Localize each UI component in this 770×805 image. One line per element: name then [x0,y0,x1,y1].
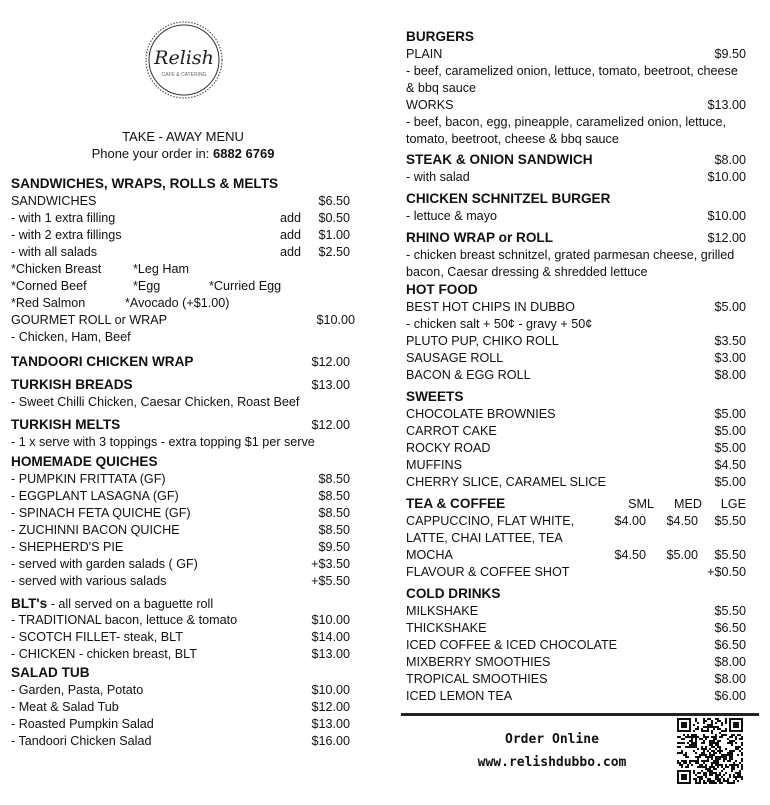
item-price: $5.50 [714,604,746,618]
section-hot-food-title: HOT FOOD [406,282,478,297]
section-rhino [406,229,746,247]
filling: *Corned Beef [11,279,87,293]
menu-row [406,423,746,440]
menu-row [11,646,355,663]
menu-row [11,539,355,556]
item-price: $9.50 [714,47,746,61]
menu-row [11,682,355,699]
item-name: THICKSHAKE [406,621,487,635]
price-med: $4.50 [666,514,698,528]
phone-label: Phone your order in: [91,146,210,161]
item-name: - SPINACH FETA QUICHE (GF) [11,506,191,520]
menu-row [11,629,355,646]
fillings-row [11,278,355,295]
phone-line [11,145,355,162]
section-title: TURKISH MELTS [11,417,121,432]
item-name: CHOCOLATE BROWNIES [406,407,556,421]
menu-row [406,654,746,671]
menu-row [11,505,355,522]
item-price: $1.00 [318,228,350,242]
item-name: LATTE, CHAI LATTEE, TEA [406,531,563,545]
item-name: BACON & EGG ROLL [406,368,531,382]
item-name: - Tandoori Chicken Salad [11,734,152,748]
filling: *Red Salmon [11,296,86,310]
menu-row [406,671,746,688]
menu-row [11,244,355,261]
item-price: $3.00 [714,351,746,365]
menu-row [406,169,746,186]
section-salad-title: SALAD TUB [11,665,90,680]
menu-row [406,513,746,530]
item-price: $9.50 [318,540,350,554]
right-column [406,28,746,705]
filling: *Curried Egg [209,279,282,293]
item-name: TROPICAL SMOOTHIES [406,672,548,686]
item-price: +$3.50 [311,557,350,571]
item-price: $8.00 [714,153,746,167]
section-title: STEAK & ONION SANDWICH [406,152,593,167]
menu-row [406,333,746,350]
item-name: CAPPUCCINO, FLAT WHITE, [406,514,575,528]
item-price: $6.50 [714,621,746,635]
filling: *Chicken Breast [11,262,102,276]
footer-divider [401,713,759,716]
menu-row [406,688,746,705]
section-cold-drinks-title: COLD DRINKS [406,586,501,601]
logo-badge [144,20,224,100]
item-price: $8.50 [318,506,350,520]
menu-row [11,471,355,488]
website-link[interactable]: www.relishdubbo.com [477,755,627,770]
price-med: $5.00 [666,548,698,562]
item-price: $6.50 [714,638,746,652]
section-steak [406,151,746,169]
qr-code-icon[interactable] [677,718,743,784]
item-name: FLAVOUR & COFFEE SHOT [406,565,570,579]
section-subtitle: - all served on a baguette roll [47,597,214,611]
menu-row [11,556,355,573]
price-sml: $4.50 [614,548,646,562]
item-price: $5.00 [714,441,746,455]
item-desc: - beef, bacon, egg, pineapple, caramelized onion, lettuce, tomato, beetroot, cheese & bbq sauce [406,115,726,146]
item-desc: - Sweet Chilli Chicken, Caesar Chicken, Roast Beef [11,395,300,409]
item-name: - TRADITIONAL bacon, lettuce & tomato [11,613,238,627]
filling: *Leg Ham [133,262,190,276]
menu-row [406,299,746,316]
section-title: TURKISH BREADS [11,377,133,392]
menu-row [406,530,746,547]
menu-row [11,488,355,505]
item-price: $13.00 [311,378,350,392]
logo-tagline: CAFE & CATERING [161,72,207,78]
section-blt-title [11,595,355,612]
item-add: add [279,228,301,242]
item-name: - EGGPLANT LASAGNA (GF) [11,489,179,503]
item-name: - Meat & Salad Tub [11,700,119,714]
item-price: $13.00 [311,647,350,661]
size-med: MED [674,497,702,511]
item-desc: - 1 x serve with 3 toppings - extra topping $1 per serve [11,435,315,449]
menu-row [406,406,746,423]
menu-row [406,350,746,367]
price-lge: $5.50 [714,548,746,562]
section-sandwiches-title: SANDWICHES, WRAPS, ROLLS & MELTS [11,176,279,191]
item-name: MILKSHAKE [406,604,479,618]
size-lge: LGE [720,497,746,511]
item-price: $10.00 [707,170,746,184]
item-price: +$0.50 [707,565,746,579]
item-name: - served with various salads [11,574,167,588]
item-name: WORKS [406,98,454,112]
item-price: $10.00 [316,313,355,327]
item-price: $3.50 [714,334,746,348]
item-price: $10.00 [707,209,746,223]
menu-row [11,522,355,539]
menu-row [11,612,355,629]
left-column [11,172,355,750]
filling: *Egg [133,279,161,293]
section-turkish-melts [11,416,355,434]
item-price: $8.50 [318,489,350,503]
item-price: $12.00 [707,231,746,245]
item-name: PLUTO PUP, CHIKO ROLL [406,334,559,348]
item-price: $8.50 [318,523,350,537]
item-name: - chicken salt + 50¢ - gravy + 50¢ [406,317,593,331]
item-name: - with salad [406,170,470,184]
item-price: $8.00 [714,655,746,669]
order-label: Order Online [505,732,599,747]
item-name: SANDWICHES [11,194,97,208]
menu-row [11,699,355,716]
item-name: - with 2 extra fillings [11,228,122,242]
item-name: ICED COFFEE & ICED CHOCOLATE [406,638,618,652]
section-title: BLT's [11,596,48,611]
item-price: $8.00 [714,672,746,686]
item-name: CHERRY SLICE, CARAMEL SLICE [406,475,606,489]
section-quiches-title: HOMEMADE QUICHES [11,454,158,469]
item-desc: - chicken breast schnitzel, grated parmesan cheese, grilled bacon, Caesar dressing & shredded lettuce [406,248,735,279]
item-price: $14.00 [311,630,350,644]
menu-row [406,316,746,333]
logo [144,20,224,100]
section-title: RHINO WRAP or ROLL [406,230,554,245]
menu-header [11,128,355,162]
menu-row [406,564,746,581]
item-add: add [279,211,301,225]
section-turkish-breads [11,376,355,394]
item-price: $4.50 [714,458,746,472]
menu-row [11,193,355,210]
menu-row [406,440,746,457]
section-sweets-title: SWEETS [406,389,464,404]
item-name: SAUSAGE ROLL [406,351,504,365]
phone-number[interactable]: 6882 6769 [212,146,275,161]
item-name: - CHICKEN - chicken breast, BLT [11,647,197,661]
menu-row [406,97,746,114]
item-price: $0.50 [318,211,350,225]
section-tea-coffee [406,495,746,513]
qr-code-graphic[interactable] [677,718,743,784]
item-name: - ZUCHINNI BACON QUICHE [11,523,180,537]
item-price: $8.50 [318,472,350,486]
order-online [462,728,642,774]
item-price: $5.00 [714,300,746,314]
item-price: $10.00 [311,613,350,627]
item-price: $12.00 [311,418,350,432]
item-name: - Roasted Pumpkin Salad [11,717,154,731]
section-tandoori [11,353,355,371]
item-name: - with all salads [11,245,98,259]
menu-row [406,474,746,491]
size-sml: SML [628,497,654,511]
item-price: $13.00 [707,98,746,112]
item-name: ICED LEMON TEA [406,689,513,703]
item-price: $2.50 [318,245,350,259]
section-title: TANDOORI CHICKEN WRAP [11,354,194,369]
item-name: - SCOTCH FILLET- steak, BLT [11,630,183,644]
item-name: PLAIN [406,47,443,61]
fillings-row [11,295,355,312]
item-price: $6.00 [714,689,746,703]
section-schnitzel-title: CHICKEN SCHNITZEL BURGER [406,191,611,206]
item-price: $8.00 [714,368,746,382]
price-sml: $4.00 [614,514,646,528]
item-desc: - beef, caramelized onion, lettuce, tomato, beetroot, cheese & bbq sauce [406,64,738,95]
item-name: - Garden, Pasta, Potato [11,683,144,697]
item-name: MIXBERRY SMOOTHIES [406,655,551,669]
item-price: +$5.50 [311,574,350,588]
menu-row [406,637,746,654]
item-name: - PUMPKIN FRITTATA (GF) [11,472,166,486]
menu-row [406,547,746,564]
filling: *Avocado (+$1.00) [125,296,230,310]
item-price: $16.00 [311,734,350,748]
item-name: BEST HOT CHIPS IN DUBBO [406,300,575,314]
menu-row [406,208,746,225]
menu-row [406,457,746,474]
section-burgers-title: BURGERS [406,29,474,44]
item-price: $12.00 [311,355,350,369]
item-price: $5.00 [714,407,746,421]
menu-row [406,367,746,384]
fillings-row [11,261,355,278]
logo-name: Relish [154,47,214,69]
item-name: - with 1 extra filling [11,211,116,225]
item-name: MOCHA [406,548,453,562]
item-name: GOURMET ROLL or WRAP [11,313,168,327]
item-name: - SHEPHERD'S PIE [11,540,124,554]
menu-row [11,573,355,590]
section-title: TEA & COFFEE [406,496,506,511]
menu-row [11,312,355,329]
item-desc: - Chicken, Ham, Beef [11,330,131,344]
item-name: ROCKY ROAD [406,441,491,455]
item-price: $6.50 [318,194,350,208]
item-name: MUFFINS [406,458,462,472]
menu-row [11,733,355,750]
item-price: $12.00 [311,700,350,714]
price-lge: $5.50 [714,514,746,528]
item-price: $13.00 [311,717,350,731]
menu-row [406,603,746,620]
menu-row [406,620,746,637]
menu-title: TAKE - AWAY MENU [122,129,244,144]
item-name: CARROT CAKE [406,424,497,438]
menu-row [406,46,746,63]
item-add: add [279,245,301,259]
item-name: - served with garden salads ( GF) [11,557,198,571]
item-name: - lettuce & mayo [406,209,497,223]
menu-row [11,210,355,227]
item-price: $10.00 [311,683,350,697]
item-price: $5.00 [714,475,746,489]
menu-row [11,716,355,733]
menu-row [11,227,355,244]
item-price: $5.00 [714,424,746,438]
